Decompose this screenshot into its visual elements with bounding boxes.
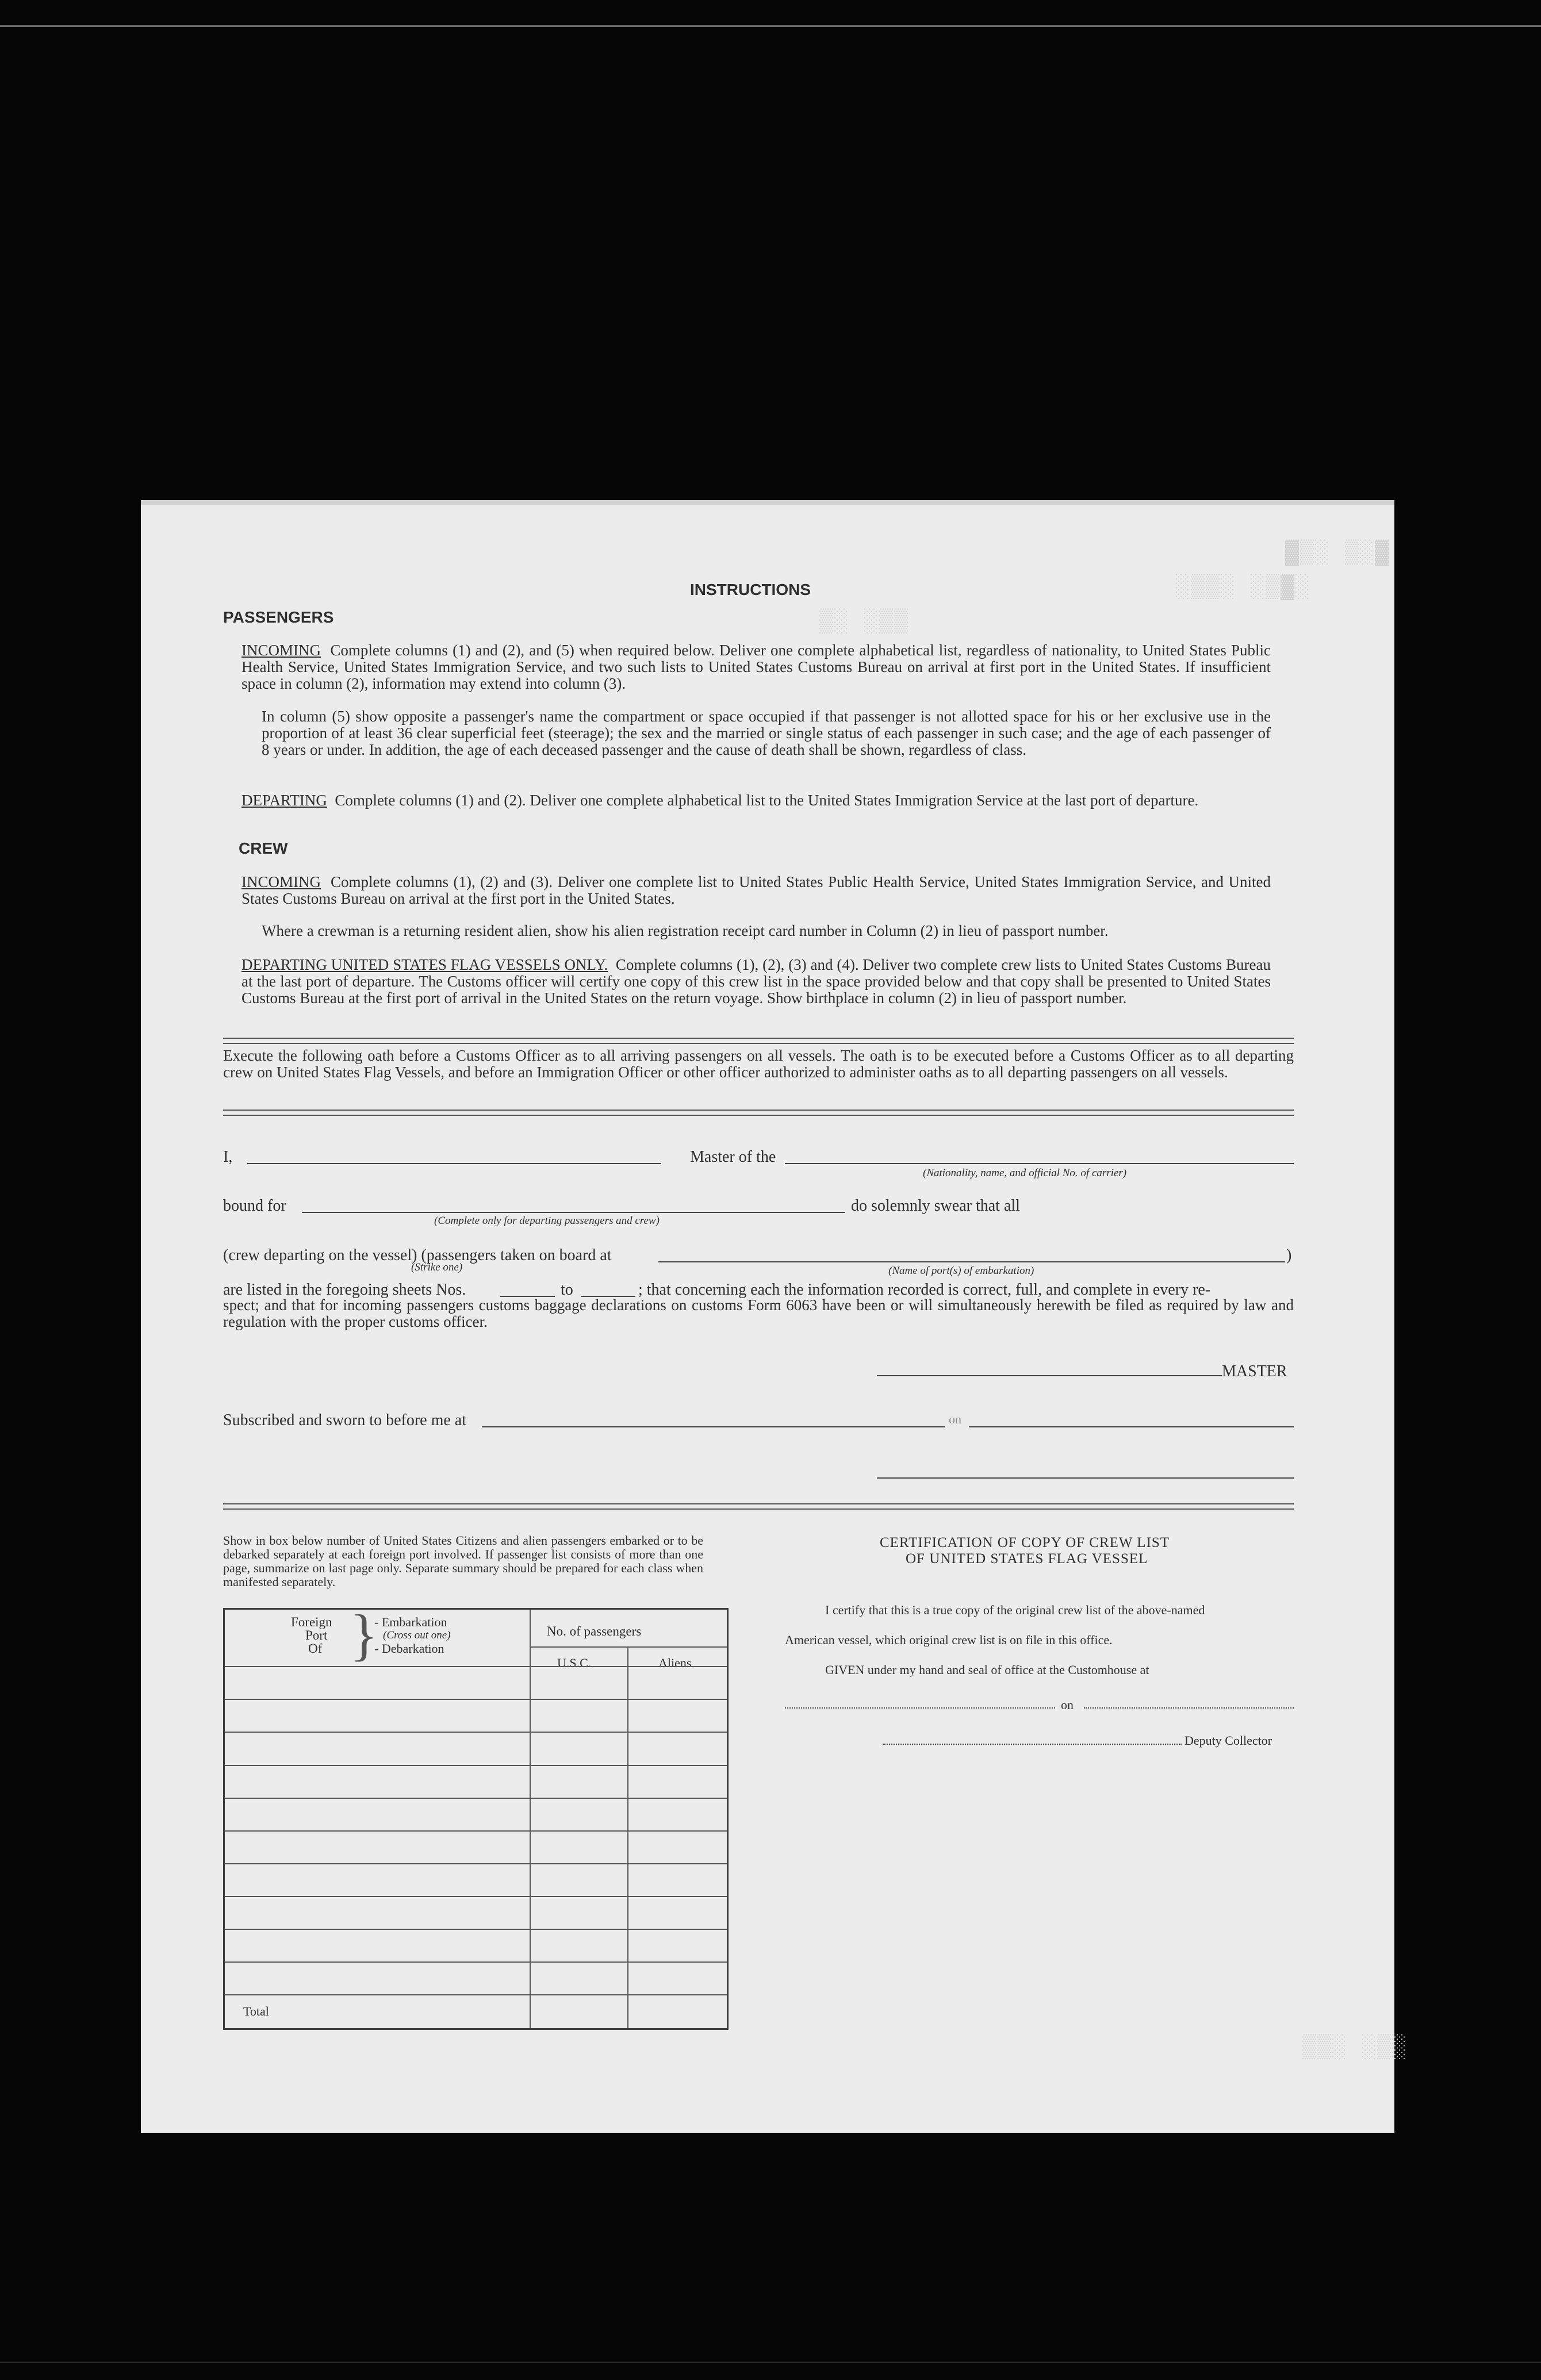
oath-listed-a: are listed in the foregoing sheets Nos. xyxy=(223,1281,466,1299)
table-row xyxy=(225,1798,727,1799)
summary-no-of-passengers: No. of passengers xyxy=(547,1624,642,1638)
section-divider xyxy=(223,1038,1294,1044)
summary-cross-out: (Cross out one) xyxy=(383,1629,451,1641)
certification-title-2: OF UNITED STATES FLAG VESSEL xyxy=(906,1551,1148,1567)
scan-border-top xyxy=(0,25,1541,27)
table-header-rule xyxy=(225,1666,727,1667)
table-row xyxy=(225,1732,727,1733)
page-edge xyxy=(141,500,1394,505)
brace-symbol: } xyxy=(350,1603,378,1667)
customhouse-field[interactable] xyxy=(785,1707,1055,1709)
subscribed-on: on xyxy=(949,1412,961,1426)
bleed-through-mark: ░▒▒░ ░▒▓░ xyxy=(1176,575,1311,601)
crew-heading: CREW xyxy=(239,839,288,857)
summary-of: Of xyxy=(308,1641,323,1656)
caption-ports: (Name of port(s) of embarkation) xyxy=(888,1265,1034,1277)
summary-usc: U.S.C. xyxy=(557,1656,592,1670)
table-row xyxy=(225,1896,727,1897)
sworn-at-field[interactable] xyxy=(482,1426,945,1427)
crew-incoming-paragraph xyxy=(241,874,1271,907)
column5-paragraph: In column (5) show opposite a passenger's name the compartment or space occupied if that passenger is not allotted space for his or her exclusive use in the proportion of at least 36 clear superficial feet (steerage); the sex and the married or single status of each passenger in such case; and the age of each passenger of 8 years or under. In addition, the age of each deceased passenger and the cause of death shall be shown, regardless of class. xyxy=(262,708,1271,758)
oath-bound-for: bound for xyxy=(223,1197,286,1215)
passengers-incoming-label: INCOMING xyxy=(241,642,321,659)
summary-debarkation: - Debarkation xyxy=(374,1641,444,1656)
certification-on: on xyxy=(1061,1698,1074,1712)
oath-listed-c: spect; and that for incoming passengers customs baggage declarations on customs Form 6063 have been or will simultaneously herewith be filed as required by law and regulation with the proper customs officer. xyxy=(223,1296,1294,1330)
crew-incoming-text: Complete columns (1), (2) and (3). Deliver one complete list to United States Public Health Service, United States Immigration Service, and United States Customs Bureau on arrival at the first port in the United States. xyxy=(241,873,1271,907)
table-row xyxy=(225,1961,727,1963)
scan-border-bottom xyxy=(0,2362,1541,2363)
crew-departing-text: Complete columns (1), (2), (3) and (4). Deliver two complete crew lists to United States Customs Bureau at the last port of departure. The Customs officer will certify one copy of this crew list in the space provided below and that copy shall be presented to United States Customs Bureau at the first port of arrival in the United States on the return voyage. Show birthplace in column (2) in lieu of passport number. xyxy=(241,956,1271,1007)
oath-to: to xyxy=(561,1281,573,1299)
table-row xyxy=(225,1699,727,1700)
passengers-heading: PASSENGERS xyxy=(223,608,334,626)
crew-departing-label: DEPARTING UNITED STATES FLAG VESSELS ONLY. xyxy=(241,956,608,973)
master-name-field[interactable] xyxy=(247,1163,661,1164)
crewman-paragraph: Where a crewman is a returning resident alien, show his alien registration receipt card number in Column (2) in lieu of passport number. xyxy=(262,922,1109,939)
oath-master-of-the: Master of the xyxy=(690,1148,776,1166)
sworn-date-field[interactable] xyxy=(969,1426,1294,1427)
instructions-title: INSTRUCTIONS xyxy=(690,581,811,598)
summary-embarkation: - Embarkation xyxy=(374,1615,447,1629)
caption-nationality: (Nationality, name, and official No. of carrier) xyxy=(923,1167,1127,1179)
summary-aliens: Aliens xyxy=(658,1656,692,1670)
table-row xyxy=(225,1929,727,1930)
passengers-incoming-paragraph xyxy=(241,642,1271,692)
officer-signature-field[interactable] xyxy=(877,1477,1294,1479)
bound-for-field[interactable] xyxy=(302,1212,845,1213)
bleed-through-mark: ▒▒░ ░▒░ xyxy=(1302,2035,1408,2061)
bleed-through-mark: ▓▒░ ▒░▓ xyxy=(1285,540,1390,566)
oath-crew-passengers: (crew departing on the vessel) (passengers taken on board at xyxy=(223,1246,612,1264)
certification-line-1: I certify that this is a true copy of the original crew list of the above-named xyxy=(825,1603,1205,1617)
summary-port: Port xyxy=(305,1628,328,1642)
oath-i-label: I, xyxy=(223,1148,233,1166)
master-label: MASTER xyxy=(1222,1362,1287,1380)
table-row xyxy=(225,1994,727,1995)
table-column-rule xyxy=(627,1646,628,2028)
summary-foreign: Foreign xyxy=(291,1615,332,1629)
table-row xyxy=(225,1830,727,1832)
table-header-rule xyxy=(530,1646,727,1648)
deputy-collector-label: Deputy Collector xyxy=(1184,1733,1272,1748)
form-page xyxy=(141,500,1408,2133)
crew-incoming-label: INCOMING xyxy=(241,873,321,890)
ports-embarkation-field[interactable] xyxy=(658,1261,1285,1262)
certification-line-2: American vessel, which original crew list is on file in this office. xyxy=(785,1633,1113,1647)
certification-title-1: CERTIFICATION OF COPY OF CREW LIST xyxy=(880,1535,1170,1550)
oath-close-paren: ) xyxy=(1286,1246,1292,1264)
summary-note: Show in box below number of United States Citizens and alien passengers embarked or to be debarked separately at each foreign port involved. If passenger list consists of more than one page, summarize on last page only. Separate summary should be prepared for each class when manifested separately. xyxy=(223,1533,703,1589)
passengers-incoming-text: Complete columns (1) and (2), and (5) when required below. Deliver one complete alphabetical list, regardless of nationality, to United States Public Health Service, United States Immigration Service, and two such lists to United States Customs Bureau on arrival at first port in the United States. If insufficient space in column (2), information may extend into column (3). xyxy=(241,642,1271,692)
summary-total: Total xyxy=(243,2004,269,2018)
passenger-summary-table xyxy=(223,1603,729,2030)
certification-date-field[interactable] xyxy=(1084,1707,1294,1709)
oath-listed-b: ; that concerning each the information recorded is correct, full, and complete in every re- xyxy=(638,1281,1211,1299)
passengers-departing-paragraph xyxy=(241,792,1271,809)
certification-line-3: GIVEN under my hand and seal of office at the Customhouse at xyxy=(825,1663,1149,1677)
vessel-field[interactable] xyxy=(785,1163,1294,1164)
table-row xyxy=(225,1765,727,1766)
oath-intro: Execute the following oath before a Customs Officer as to all arriving passengers on all vessels. The oath is to be executed before a Customs Officer as to all departing crew on United States Flag Vessels, and before an Immigration Officer or other officer authorized to administer oaths as to all departing passengers on all vessels. xyxy=(223,1047,1294,1081)
subscribed-label: Subscribed and sworn to before me at xyxy=(223,1411,466,1429)
passengers-departing-label: DEPARTING xyxy=(241,792,327,809)
oath-swear: do solemnly swear that all xyxy=(851,1197,1020,1215)
caption-departing: (Complete only for departing passengers and crew) xyxy=(434,1215,660,1227)
bleed-through-mark: ▒░ ░▒▒ xyxy=(819,609,910,635)
deputy-signature-field[interactable] xyxy=(883,1744,1182,1745)
master-signature-field[interactable] xyxy=(877,1375,1222,1376)
table-column-rule xyxy=(530,1610,531,2028)
crew-departing-paragraph xyxy=(241,957,1271,1007)
section-divider xyxy=(223,1110,1294,1116)
table-row xyxy=(225,1863,727,1864)
caption-strike: (Strike one) xyxy=(411,1261,463,1273)
section-divider xyxy=(223,1503,1294,1510)
passengers-departing-text: Complete columns (1) and (2). Deliver one complete alphabetical list to the United States Immigration Service at the last port of departure. xyxy=(335,792,1199,809)
